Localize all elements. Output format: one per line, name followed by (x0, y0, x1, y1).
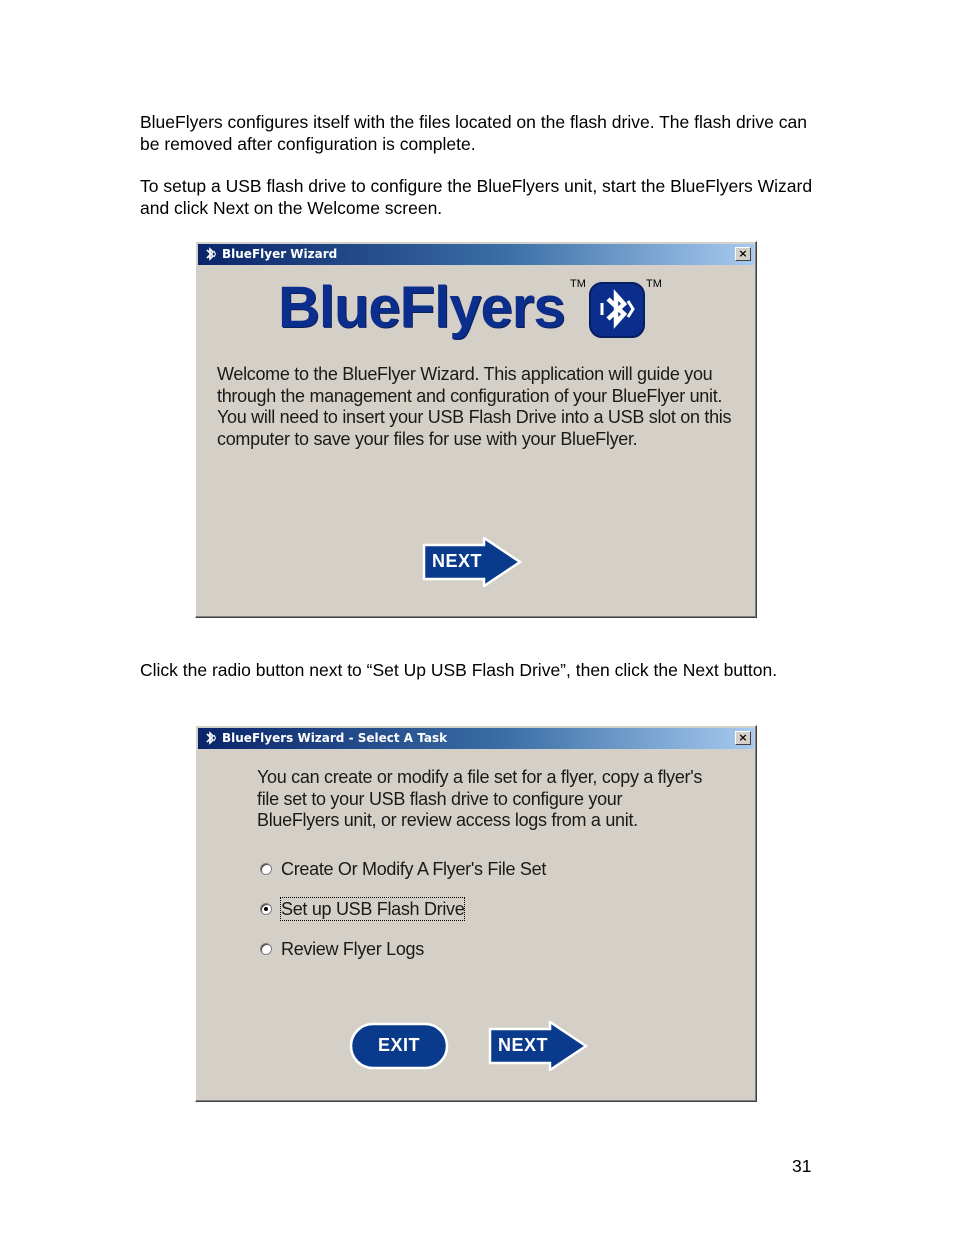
close-icon: × (738, 731, 748, 744)
exit-button[interactable] (349, 1022, 449, 1070)
close-button[interactable] (735, 247, 751, 261)
close-icon: × (738, 247, 748, 260)
next-label: NEXT (432, 551, 483, 571)
bluetooth-icon (202, 246, 218, 262)
radio-label: Review Flyer Logs (281, 939, 424, 959)
close-button[interactable] (735, 731, 751, 745)
instruction-paragraph: Click the radio button next to “Set Up USB Flash Drive”, then click the Next button. (140, 660, 778, 680)
exit-label: EXIT (377, 1035, 420, 1055)
bluetooth-icon (588, 281, 646, 339)
next-button[interactable] (422, 537, 522, 587)
welcome-window (195, 241, 757, 618)
radio-label: Create Or Modify A Flyer's File Set (281, 859, 547, 879)
radio-button[interactable] (260, 863, 272, 875)
radio-button[interactable] (260, 903, 272, 915)
title-bar (198, 244, 754, 265)
bluetooth-icon (202, 730, 218, 746)
radio-button[interactable] (260, 943, 272, 955)
window-title: BlueFlyer Wizard (222, 247, 338, 261)
task-description: You can create or modify a file set for a flyer, copy a flyer's file set to your USB flash drive to configure your BlueFlyers unit, or review access logs from a unit. (257, 767, 703, 830)
page-number: 31 (792, 1156, 812, 1176)
next-button[interactable] (488, 1021, 588, 1071)
title-bar (198, 728, 754, 749)
setup-paragraph: To setup a USB flash drive to configure the BlueFlyers unit, start the BlueFlyers Wizard and click Next on the Welcome screen. (140, 176, 813, 218)
radio-label: Set up USB Flash Drive (281, 899, 465, 919)
intro-paragraph: BlueFlyers configures itself with the files located on the flash drive. The flash drive can be removed after configuration is complete. (140, 112, 807, 154)
trademark-mark: TM (570, 278, 586, 290)
welcome-text: Welcome to the BlueFlyer Wizard. This application will guide you through the management and configuration of your BlueFlyer unit. You will need to insert your USB Flash Drive into a USB slot on this computer to save your files for use with your BlueFlyer. (217, 364, 732, 449)
select-task-window (195, 725, 757, 1102)
trademark-mark: TM (646, 278, 662, 290)
window-title: BlueFlyers Wizard - Select A Task (222, 731, 448, 745)
logo-text: BlueFlyers (278, 275, 565, 340)
next-label: NEXT (498, 1035, 549, 1055)
